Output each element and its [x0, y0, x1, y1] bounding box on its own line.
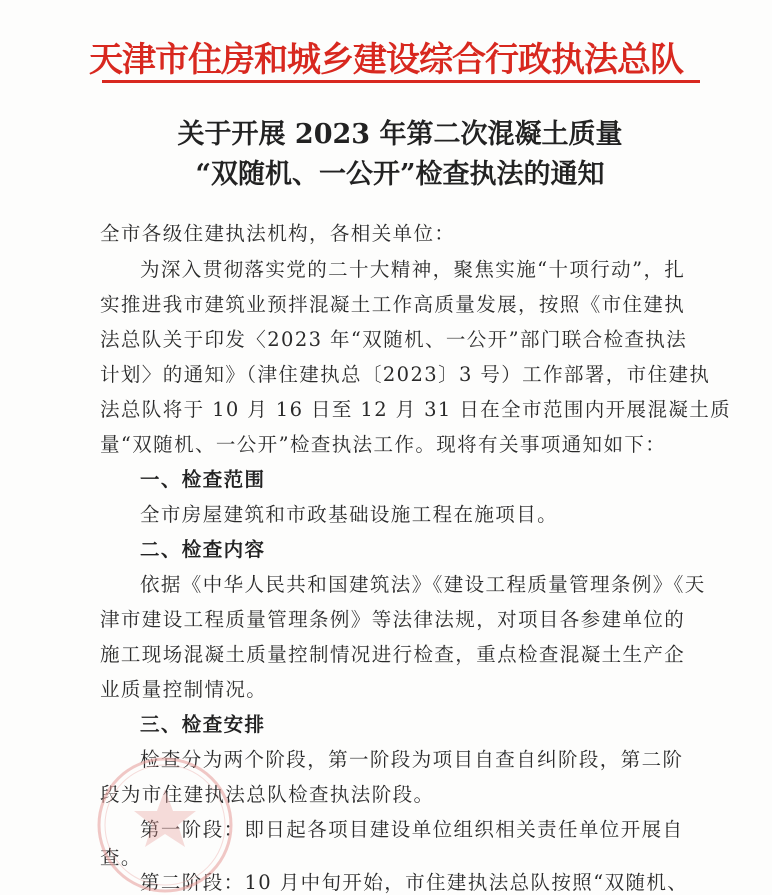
section-line: 第一阶段：即日起各项目建设单位组织相关责任单位开展自 [140, 818, 684, 841]
letterhead-rule [102, 80, 700, 83]
section-line: 查。 [100, 846, 142, 869]
org-letterhead: 天津市住房和城乡建设综合行政执法总队 [89, 40, 683, 80]
section-line: 业质量控制情况。 [100, 678, 268, 701]
section-heading-scope: 一、检查范围 [140, 468, 266, 491]
section-line: 段为市住建执法总队检查执法阶段。 [100, 783, 435, 806]
section-line: 第二阶段：10 月中旬开始，市住建执法总队按照“双随机、 [140, 871, 689, 894]
document-title-line2: “双随机、一公开”检查执法的通知 [195, 159, 605, 190]
intro-line: 法总队将于 10 月 16 日至 12 月 31 日在全市范围内开展混凝土质 [100, 398, 732, 421]
intro-line: 法总队关于印发〈2023 年“双随机、一公开”部门联合检查执法 [100, 328, 688, 351]
intro-line: 量“双随机、一公开”检查执法工作。现将有关事项通知如下： [100, 433, 667, 456]
section-line: 全市房屋建筑和市政基础设施工程在施项目。 [140, 503, 559, 526]
section-heading-arrangement: 三、检查安排 [140, 713, 266, 736]
section-line: 依据《中华人民共和国建筑法》《建设工程质量管理条例》《天 [140, 573, 706, 596]
section-heading-content: 二、检查内容 [140, 538, 266, 561]
section-line: 施工现场混凝土质量控制情况进行检查，重点检查混凝土生产企 [100, 643, 686, 666]
section-line: 津市建设工程质量管理条例》等法律法规，对项目各参建单位的 [100, 608, 686, 631]
document-title-line1: 关于开展 2023 年第二次混凝土质量 [177, 119, 623, 150]
intro-line: 实推进我市建筑业预拌混凝土工作高质量发展，按照《市住建执 [100, 293, 686, 316]
intro-line: 计划〉的通知》（津住建执总〔2023〕3 号）工作部署，市住建执 [100, 363, 711, 386]
section-line: 检查分为两个阶段，第一阶段为项目自查自纠阶段，第二阶 [140, 748, 684, 771]
salutation: 全市各级住建执法机构，各相关单位： [100, 222, 456, 245]
intro-line: 为深入贯彻落实党的二十大精神，聚焦实施“十项行动”，扎 [140, 258, 686, 281]
